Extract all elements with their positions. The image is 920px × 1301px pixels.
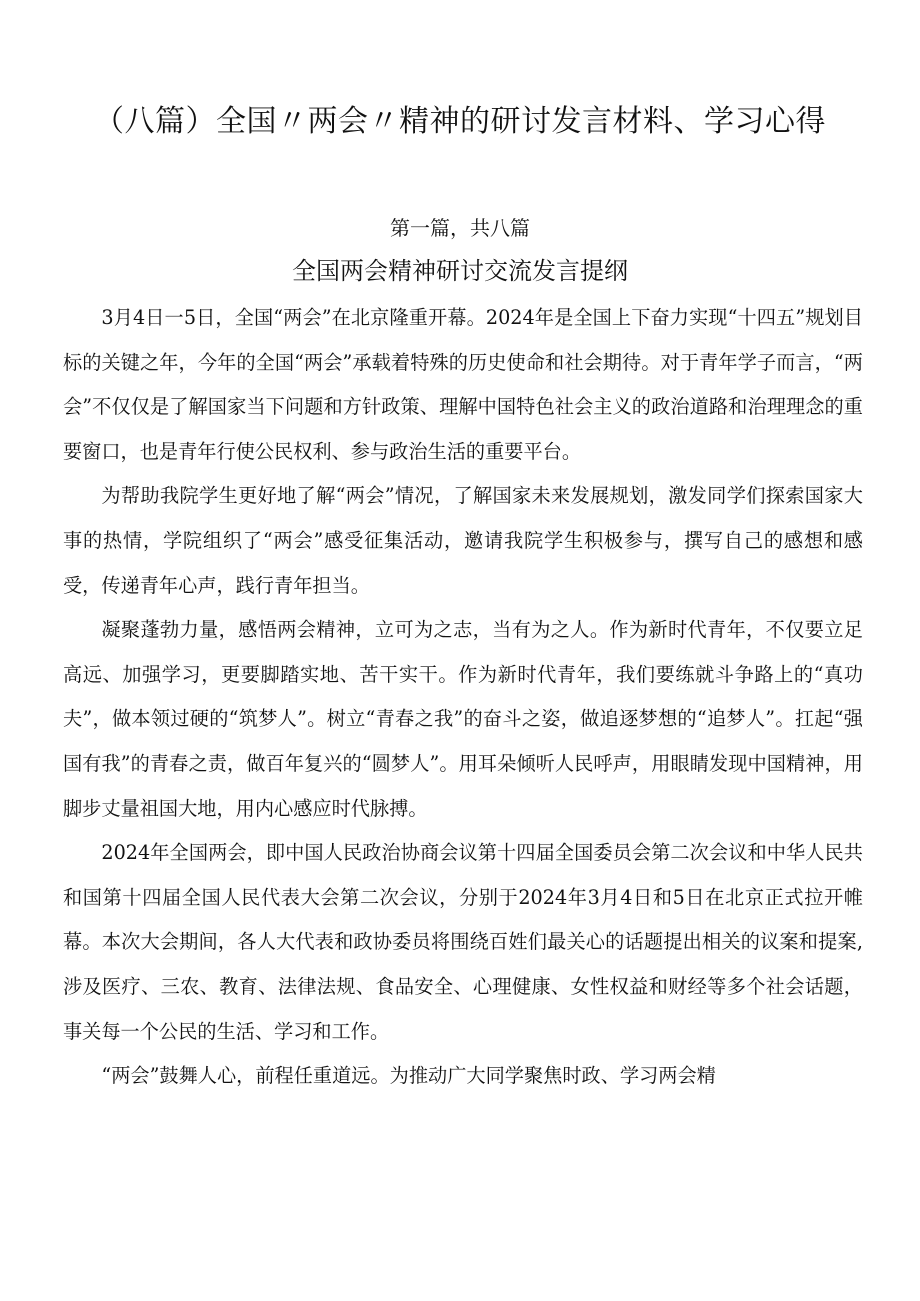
paragraph: “两会”鼓舞人心，前程任重道远。为推动广大同学聚焦时政、学习两会精	[101, 1064, 716, 1088]
paragraph: 凝聚蓬勃力量，感悟两会精神，立可为之志，当有为之人。作为新时代青年，不仅要立足高远、加强学习，更要脚踏实地、苦干实干。作为新时代青年，我们要练就斗争路上的“真功夫”，做本领过硬的“筑梦人”。树立“青春之我”的奋斗之姿，做追逐梦想的“追梦人”。扛起“强国有我”的青春之责，做百年复兴的“圆梦人”。用耳朵倾听人民呼声，用眼睛发现中国精神，用脚步丈量祖国大地，用内心感应时代脉搏。	[63, 618, 863, 820]
paragraph: 为帮助我院学生更好地了解“两会”情况，了解国家未来发展规划，激发同学们探索国家大事的热情，学院组织了“两会”感受征集活动，邀请我院学生积极参与，撰写自己的感想和感受，传递青年心声，践行青年担当。	[63, 484, 863, 597]
part-label: 第一篇，共八篇	[390, 216, 530, 240]
document-body	[63, 296, 863, 1099]
paragraph: 2024年全国两会，即中国人民政治协商会议第十四届全国委员会第二次会议和中华人民共和国第十四届全国人民代表大会第二次会议，分别于2024年3月4日和5日在北京正式拉开帷幕。本次大会期间，各人大代表和政协委员将围绕百姓们最关心的话题提出相关的议案和提案,涉及医疗、三农、教育、法律法规、食品安全、心理健康、女性权益和财经等多个社会话题，事关每一个公民的生活、学习和工作。	[63, 841, 863, 1043]
part-title: 全国两会精神研讨交流发言提纲	[292, 257, 628, 285]
paragraph: 3月4日一5日，全国“两会”在北京隆重开幕。2024年是全国上下奋力实现“十四五”规划目标的关键之年，今年的全国“两会”承载着特殊的历史使命和社会期待。对于青年学子而言，“两会”不仅仅是了解国家当下问题和方针政策、理解中国特色社会主义的政治道路和治理理念的重要窗口，也是青年行使公民权利、参与政治生活的重要平台。	[63, 306, 863, 463]
document-title: （八篇）全国〃两会〃精神的研讨发言材料、学习心得	[94, 104, 826, 139]
